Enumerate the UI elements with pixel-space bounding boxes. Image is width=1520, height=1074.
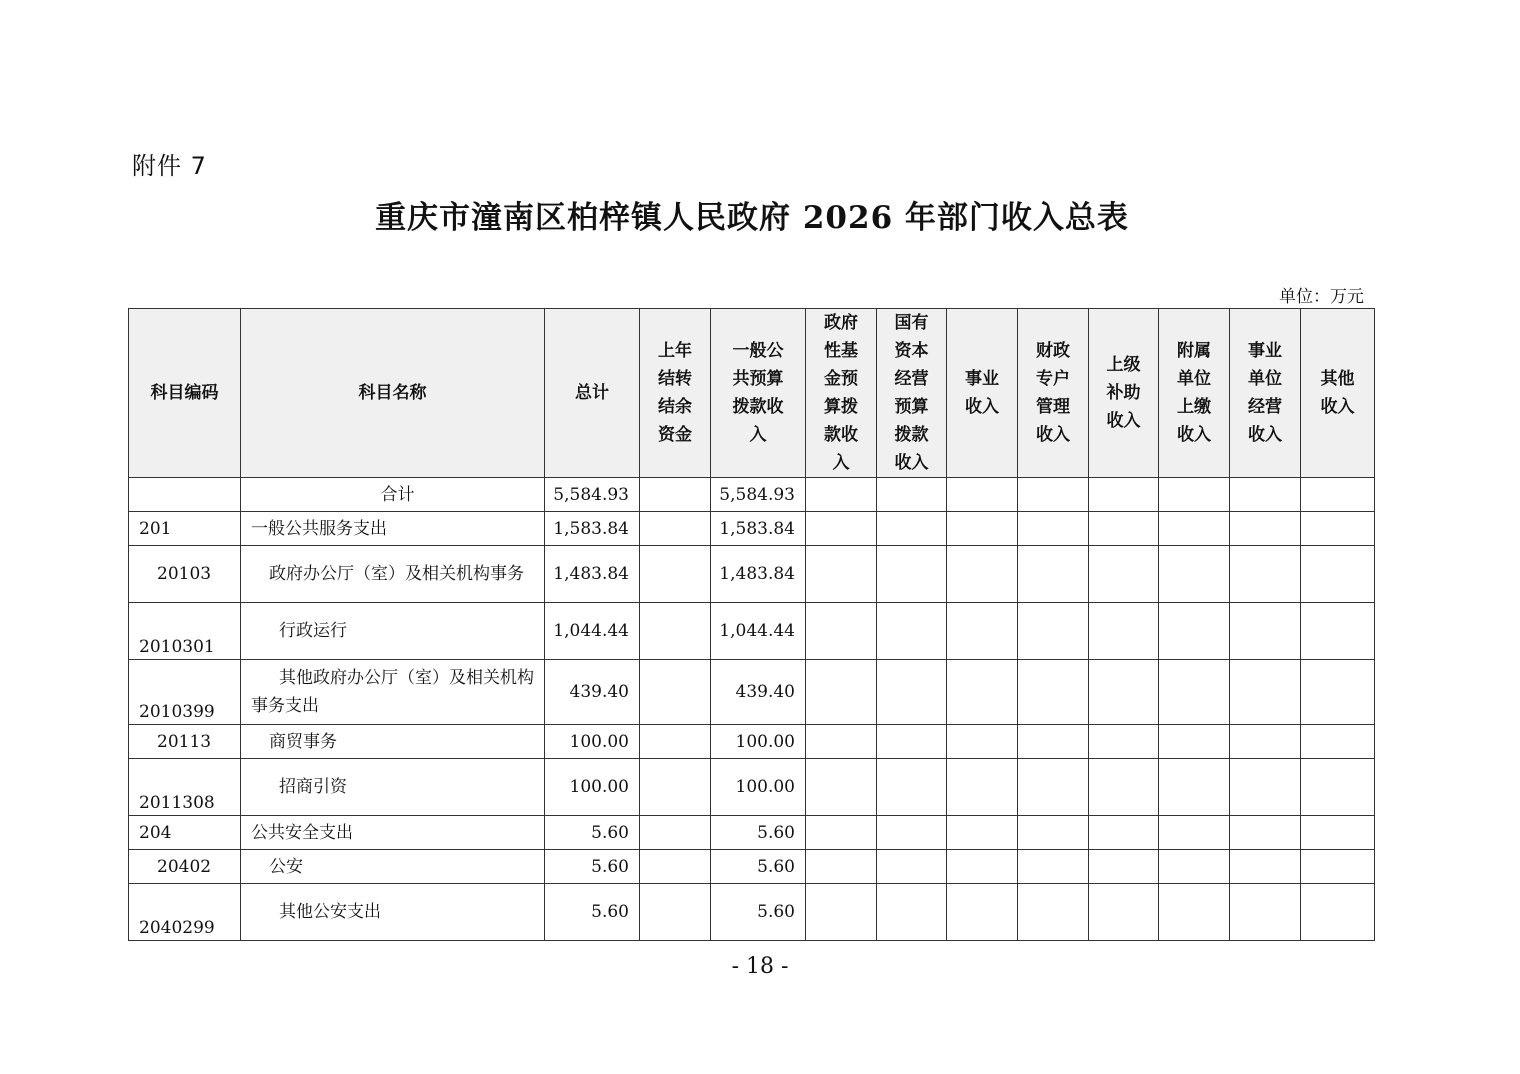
empty-cell — [1089, 546, 1159, 603]
empty-cell — [1230, 725, 1301, 759]
table-row — [129, 603, 1375, 660]
empty-cell — [1089, 512, 1159, 546]
empty-cell — [1089, 660, 1159, 725]
empty-cell — [1089, 478, 1159, 512]
empty-cell — [947, 850, 1018, 884]
header-other-income: 其他收入 — [1301, 309, 1375, 478]
table-row — [129, 478, 1375, 512]
empty-cell — [947, 725, 1018, 759]
row-code: 2010399 — [129, 660, 241, 725]
row-name: 商贸事务 — [241, 725, 545, 759]
empty-cell — [877, 725, 947, 759]
empty-cell — [877, 884, 947, 941]
row-general: 5.60 — [711, 816, 806, 850]
empty-cell — [877, 546, 947, 603]
empty-cell — [1159, 603, 1230, 660]
empty-cell — [877, 759, 947, 816]
row-general: 100.00 — [711, 759, 806, 816]
row-carryover — [640, 546, 711, 603]
table-header-row — [129, 309, 1375, 478]
row-carryover — [640, 512, 711, 546]
header-gov-fund: 政府性基金预算拨款收入 — [806, 309, 877, 478]
row-code: 204 — [129, 816, 241, 850]
header-state-capital: 国有资本经营预算拨款收入 — [877, 309, 947, 478]
empty-cell — [947, 816, 1018, 850]
empty-cell — [877, 603, 947, 660]
row-name: 其他政府办公厅（室）及相关机构事务支出 — [241, 660, 545, 725]
table-row — [129, 546, 1375, 603]
row-code: 2040299 — [129, 884, 241, 941]
row-total: 5.60 — [545, 816, 640, 850]
row-name: 合计 — [241, 478, 545, 512]
row-total: 100.00 — [545, 759, 640, 816]
row-code — [129, 478, 241, 512]
empty-cell — [806, 660, 877, 725]
empty-cell — [806, 759, 877, 816]
page-title: 重庆市潼南区柏梓镇人民政府 2026 年部门收入总表 — [375, 200, 1129, 236]
row-name: 其他公安支出 — [241, 884, 545, 941]
empty-cell — [1230, 759, 1301, 816]
empty-cell — [1301, 603, 1375, 660]
row-carryover — [640, 816, 711, 850]
empty-cell — [1018, 512, 1089, 546]
table-row — [129, 759, 1375, 816]
row-carryover — [640, 478, 711, 512]
empty-cell — [806, 603, 877, 660]
empty-cell — [947, 759, 1018, 816]
unit-label: 单位：万元 — [1279, 287, 1364, 307]
row-code: 201 — [129, 512, 241, 546]
header-superior-subsidy: 上级补助收入 — [1089, 309, 1159, 478]
row-name: 一般公共服务支出 — [241, 512, 545, 546]
row-total: 1,583.84 — [545, 512, 640, 546]
table-row — [129, 512, 1375, 546]
row-carryover — [640, 603, 711, 660]
empty-cell — [1301, 725, 1375, 759]
row-carryover — [640, 884, 711, 941]
row-carryover — [640, 759, 711, 816]
header-total: 总计 — [545, 309, 640, 478]
row-code: 2011308 — [129, 759, 241, 816]
row-total: 5.60 — [545, 884, 640, 941]
row-total: 1,483.84 — [545, 546, 640, 603]
empty-cell — [947, 660, 1018, 725]
row-name: 行政运行 — [241, 603, 545, 660]
empty-cell — [947, 884, 1018, 941]
row-name: 政府办公厅（室）及相关机构事务 — [241, 546, 545, 603]
empty-cell — [877, 850, 947, 884]
empty-cell — [1089, 816, 1159, 850]
empty-cell — [1159, 725, 1230, 759]
empty-cell — [1159, 884, 1230, 941]
row-general: 5,584.93 — [711, 478, 806, 512]
header-fiscal-special: 财政专户管理收入 — [1018, 309, 1089, 478]
empty-cell — [1159, 816, 1230, 850]
header-business-income: 事业收入 — [947, 309, 1018, 478]
attachment-label: 附件 7 — [132, 152, 207, 180]
row-total: 439.40 — [545, 660, 640, 725]
row-general: 5.60 — [711, 884, 806, 941]
row-name: 招商引资 — [241, 759, 545, 816]
empty-cell — [1301, 546, 1375, 603]
row-general: 100.00 — [711, 725, 806, 759]
empty-cell — [1301, 478, 1375, 512]
header-name: 科目名称 — [241, 309, 545, 478]
empty-cell — [1018, 816, 1089, 850]
empty-cell — [947, 546, 1018, 603]
empty-cell — [806, 816, 877, 850]
row-name: 公安 — [241, 850, 545, 884]
empty-cell — [1230, 884, 1301, 941]
header-carryover: 上年结转结余资金 — [640, 309, 711, 478]
empty-cell — [1159, 478, 1230, 512]
empty-cell — [1159, 660, 1230, 725]
empty-cell — [1018, 478, 1089, 512]
table-row — [129, 816, 1375, 850]
empty-cell — [1018, 884, 1089, 941]
empty-cell — [947, 603, 1018, 660]
row-code: 20103 — [129, 546, 241, 603]
empty-cell — [1301, 512, 1375, 546]
empty-cell — [1089, 759, 1159, 816]
row-carryover — [640, 725, 711, 759]
row-general: 439.40 — [711, 660, 806, 725]
empty-cell — [947, 478, 1018, 512]
empty-cell — [806, 512, 877, 546]
empty-cell — [806, 884, 877, 941]
empty-cell — [806, 546, 877, 603]
empty-cell — [1089, 725, 1159, 759]
table-row — [129, 660, 1375, 725]
empty-cell — [1159, 759, 1230, 816]
empty-cell — [1018, 850, 1089, 884]
empty-cell — [1018, 725, 1089, 759]
row-total: 5.60 — [545, 850, 640, 884]
empty-cell — [1301, 850, 1375, 884]
empty-cell — [877, 512, 947, 546]
empty-cell — [806, 850, 877, 884]
row-general: 1,044.44 — [711, 603, 806, 660]
empty-cell — [806, 478, 877, 512]
empty-cell — [1159, 512, 1230, 546]
empty-cell — [1230, 546, 1301, 603]
empty-cell — [1018, 546, 1089, 603]
empty-cell — [877, 478, 947, 512]
row-carryover — [640, 660, 711, 725]
row-name: 公共安全支出 — [241, 816, 545, 850]
table-row — [129, 850, 1375, 884]
row-total: 5,584.93 — [545, 478, 640, 512]
empty-cell — [1230, 603, 1301, 660]
empty-cell — [1089, 884, 1159, 941]
empty-cell — [1018, 603, 1089, 660]
empty-cell — [877, 816, 947, 850]
empty-cell — [1301, 816, 1375, 850]
header-general-budget: 一般公共预算拨款收入 — [711, 309, 806, 478]
row-general: 5.60 — [711, 850, 806, 884]
empty-cell — [1089, 850, 1159, 884]
table-row — [129, 884, 1375, 941]
row-code: 20113 — [129, 725, 241, 759]
empty-cell — [1230, 816, 1301, 850]
empty-cell — [1159, 546, 1230, 603]
empty-cell — [1159, 850, 1230, 884]
empty-cell — [1301, 660, 1375, 725]
header-business-operation: 事业单位经营收入 — [1230, 309, 1301, 478]
table-row — [129, 725, 1375, 759]
empty-cell — [1230, 478, 1301, 512]
empty-cell — [806, 725, 877, 759]
header-affiliated-payment: 附属单位上缴收入 — [1159, 309, 1230, 478]
row-total: 1,044.44 — [545, 603, 640, 660]
empty-cell — [1301, 884, 1375, 941]
header-code: 科目编码 — [129, 309, 241, 478]
empty-cell — [1230, 512, 1301, 546]
income-table — [128, 308, 1375, 941]
empty-cell — [1230, 850, 1301, 884]
empty-cell — [1018, 759, 1089, 816]
empty-cell — [877, 660, 947, 725]
empty-cell — [947, 512, 1018, 546]
row-carryover — [640, 850, 711, 884]
empty-cell — [1018, 660, 1089, 725]
row-total: 100.00 — [545, 725, 640, 759]
row-general: 1,583.84 — [711, 512, 806, 546]
empty-cell — [1301, 759, 1375, 816]
empty-cell — [1089, 603, 1159, 660]
page-number: - 18 - — [731, 954, 789, 979]
row-code: 20402 — [129, 850, 241, 884]
row-code: 2010301 — [129, 603, 241, 660]
empty-cell — [1230, 660, 1301, 725]
row-general: 1,483.84 — [711, 546, 806, 603]
